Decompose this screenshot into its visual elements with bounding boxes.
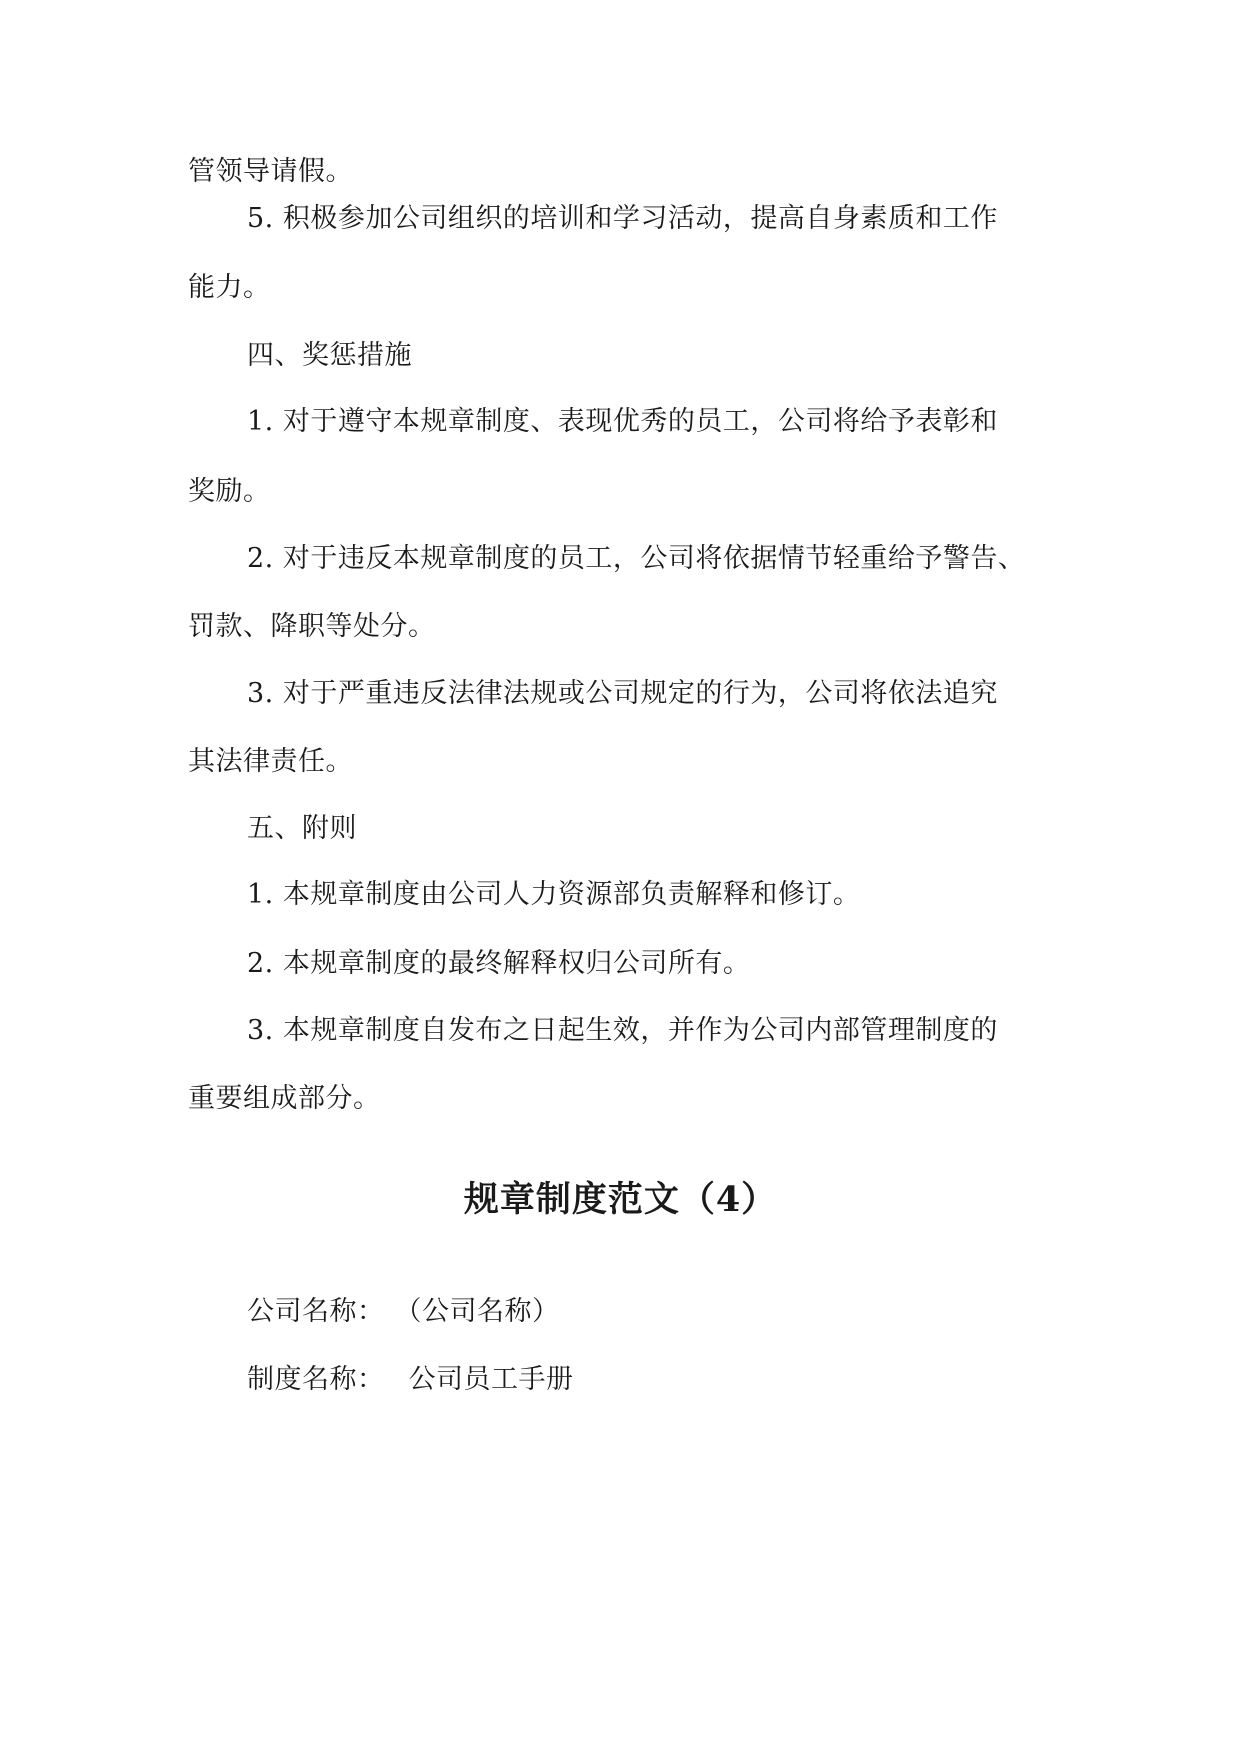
paragraph-line: 能力。 [188,272,271,303]
paragraph-line: 1. 对于遵守本规章制度、表现优秀的员工，公司将给予表彰和 [247,406,998,437]
paragraph-line: 管领导请假。 [188,156,353,187]
paragraph-line: 2. 对于违反本规章制度的员工，公司将依据情节轻重给予警告、 [247,543,1026,574]
field-row [247,1362,574,1398]
paragraph-line: 3. 本规章制度自发布之日起生效，并作为公司内部管理制度的 [247,1015,998,1046]
paragraph-line: 罚款、降职等处分。 [188,611,436,642]
paragraph-line: 3. 对于严重违反法律法规或公司规定的行为，公司将依法追究 [247,678,998,709]
paragraph-line: 其法律责任。 [188,746,353,777]
document-title: 规章制度范文（4） [463,1179,778,1220]
field-value: 公司员工手册 [408,1364,574,1395]
field-label: 公司名称： [247,1296,385,1327]
section-heading: 四、奖惩措施 [247,340,412,371]
field-value: （公司名称） [394,1296,560,1327]
paragraph-line: 重要组成部分。 [188,1083,381,1114]
field-label: 制度名称： [247,1364,385,1395]
paragraph-line: 奖励。 [188,476,271,507]
section-heading: 五、附则 [247,813,357,844]
paragraph-line: 1. 本规章制度由公司人力资源部负责解释和修订。 [247,879,861,910]
field-row [247,1294,560,1330]
paragraph-line: 2. 本规章制度的最终解释权归公司所有。 [247,948,751,979]
paragraph-line: 5. 积极参加公司组织的培训和学习活动，提高自身素质和工作 [247,203,998,234]
